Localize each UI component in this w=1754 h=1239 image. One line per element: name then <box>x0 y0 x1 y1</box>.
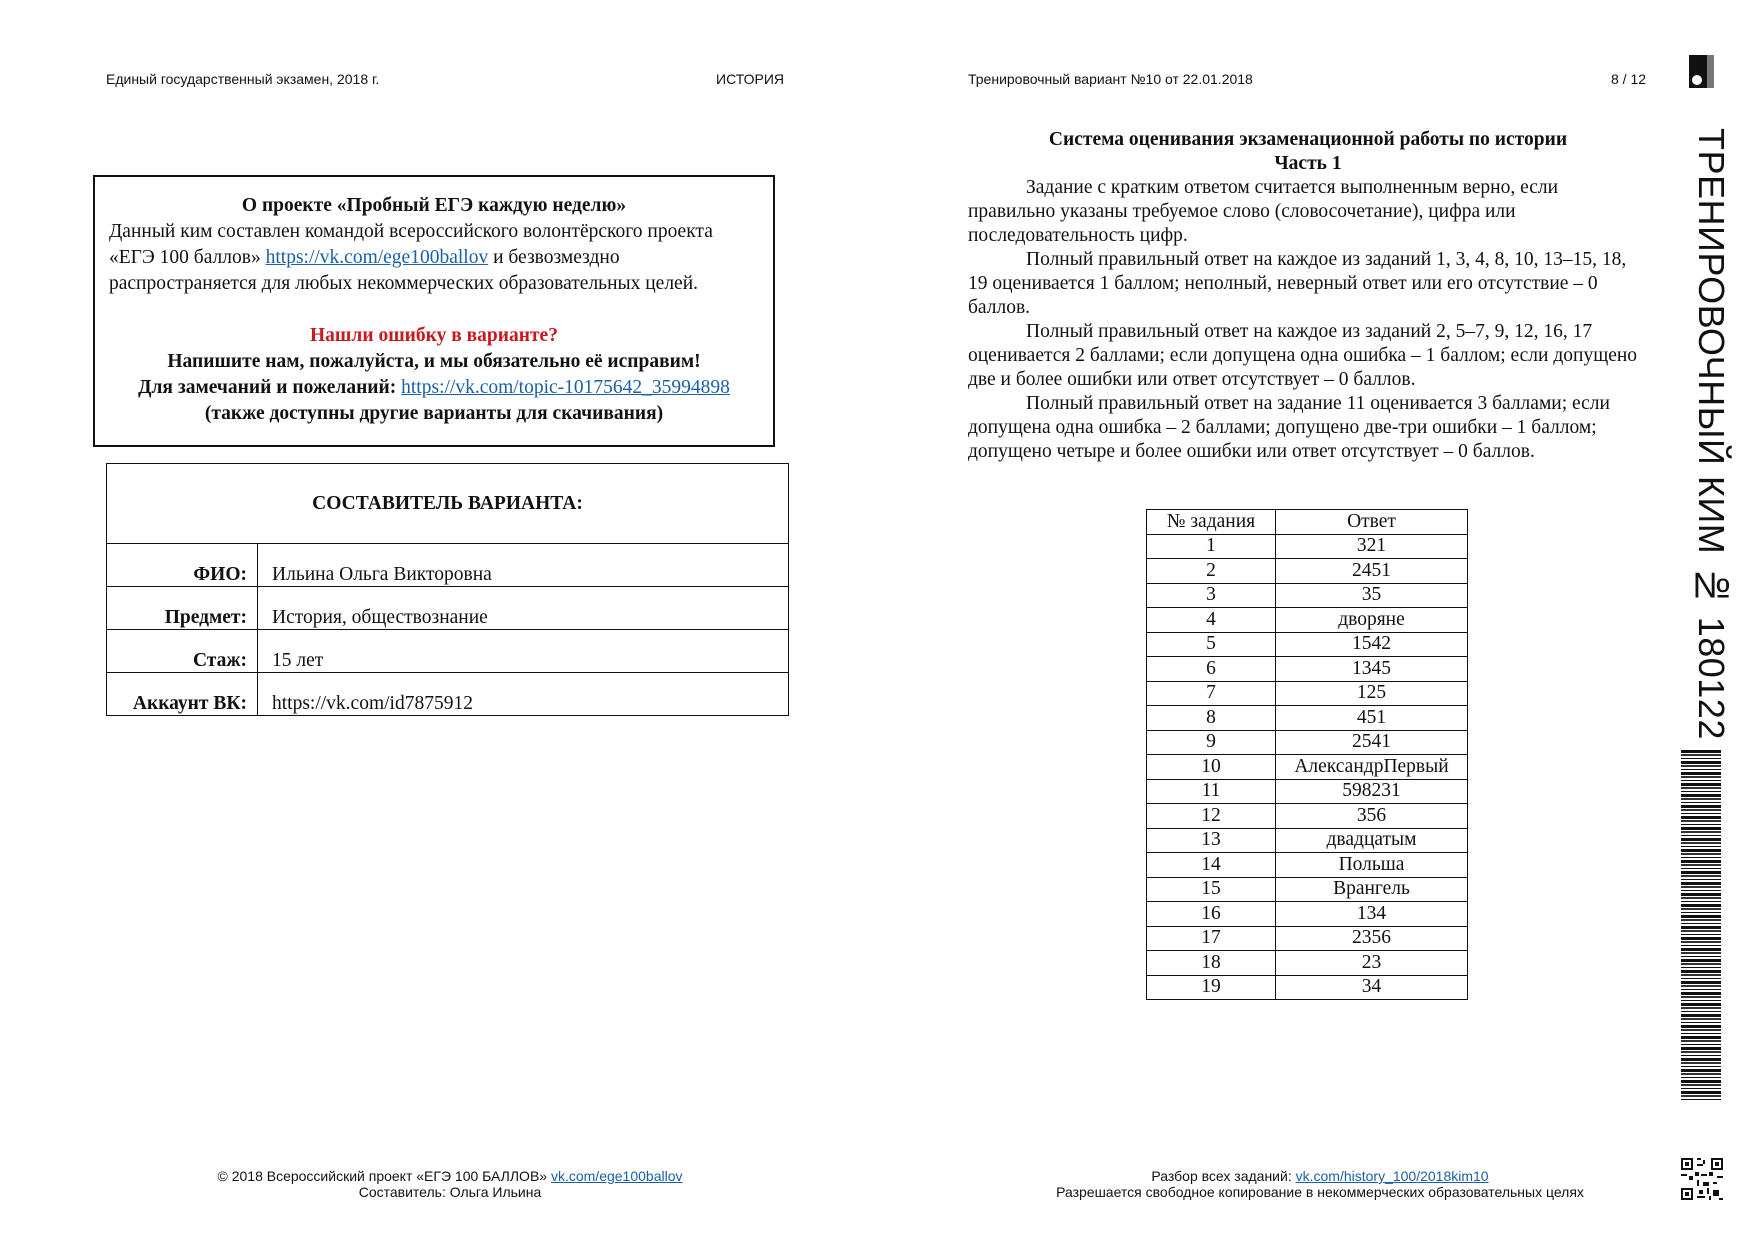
project-info-box <box>93 175 775 447</box>
table-row <box>1147 534 1468 559</box>
task-number-cell: 15 <box>1147 877 1276 902</box>
task-number-cell: 6 <box>1147 657 1276 682</box>
grading-title: Система оценивания экзаменационной работы по истории <box>1048 129 1568 150</box>
table-row <box>1147 583 1468 608</box>
task-number-cell: 3 <box>1147 583 1276 608</box>
author-value: Ильина Ольга Викторовна <box>258 544 789 587</box>
feedback-link[interactable]: https://vk.com/topic-10175642_35994898 <box>401 377 730 398</box>
author-table <box>106 463 789 716</box>
author-label: Аккаунт ВК: <box>107 673 258 716</box>
copyright-line <box>150 1168 750 1184</box>
corner-mark-icon <box>1689 55 1714 88</box>
task-number-cell: 2 <box>1147 559 1276 584</box>
table-row <box>1147 657 1468 682</box>
grading-paragraph: Задание с кратким ответом считается выполненным верно, если правильно указаны требуемое слово (словосочетание), цифра или последовательность цифр. <box>968 177 1559 246</box>
author-row-vk <box>107 673 789 716</box>
qr-code-icon <box>1679 1156 1725 1202</box>
task-number-cell: 9 <box>1147 730 1276 755</box>
answer-cell: Польша <box>1276 853 1468 878</box>
right-footer <box>1000 1168 1640 1200</box>
grading-section <box>968 128 1648 464</box>
answer-cell: 2451 <box>1276 559 1468 584</box>
analysis-link[interactable]: vk.com/history_100/2018kim10 <box>1295 1168 1489 1184</box>
task-number-cell: 5 <box>1147 632 1276 657</box>
answer-cell: 356 <box>1276 804 1468 829</box>
author-value: История, обществознание <box>258 587 789 630</box>
table-row <box>1147 975 1468 1000</box>
copy-permission-line: Разрешается свободное копирование в некоммерческих образовательных целях <box>1056 1184 1584 1200</box>
write-us-text: Напишите нам, пожалуйста, и мы обязательно её исправим! <box>167 351 701 372</box>
answer-cell: 321 <box>1276 534 1468 559</box>
project-vk-link[interactable]: https://vk.com/ege100ballov <box>265 247 489 268</box>
author-label: Стаж: <box>107 630 258 673</box>
answer-cell: 34 <box>1276 975 1468 1000</box>
subject-header: ИСТОРИЯ <box>716 71 785 87</box>
kim-number-label: ТРЕНИРОВОЧНЫЙ КИМ № 180122 <box>1691 128 1732 740</box>
task-number-cell: 12 <box>1147 804 1276 829</box>
grading-paragraph: Полный правильный ответ на каждое из заданий 2, 5–7, 9, 12, 16, 17 оценивается 2 баллами; если допущена одна ошибка – 1 баллом; если допущено две и более ошибки или ответ отсутствует – 0 баллов. <box>968 321 1638 390</box>
table-row <box>1147 853 1468 878</box>
compiler-line: Составитель: Ольга Ильина <box>358 1184 542 1200</box>
task-number-cell: 8 <box>1147 706 1276 731</box>
answer-cell: 1345 <box>1276 657 1468 682</box>
feedback-label: Для замечаний и пожеланий: <box>138 377 402 398</box>
task-number-cell: 10 <box>1147 755 1276 780</box>
grading-paragraph: Полный правильный ответ на каждое из заданий 1, 3, 4, 8, 10, 13–15, 18, 19 оценивается 1 баллом; неполный, неверный ответ или его отсутствие – 0 баллов. <box>968 249 1627 318</box>
author-table-heading: СОСТАВИТЕЛЬ ВАРИАНТА: <box>107 464 789 544</box>
task-number-cell: 11 <box>1147 779 1276 804</box>
project-free-text: и безвозмездно <box>488 247 620 268</box>
barcode-icon <box>1681 750 1721 1102</box>
part-title: Часть 1 <box>1274 153 1342 174</box>
footer-project-link[interactable]: vk.com/ege100ballov <box>550 1168 683 1184</box>
left-footer <box>150 1168 750 1200</box>
grading-paragraph: Полный правильный ответ на задание 11 оценивается 3 баллами; если допущена одна ошибка – 2 баллами; допущено две-три ошибки – 1 баллом; допущено четыре и более ошибки или ответ отсутствует – 0 баллов. <box>968 393 1610 462</box>
project-title: О проекте «Пробный ЕГЭ каждую неделю» <box>241 195 627 216</box>
column-header-task: № задания <box>1147 510 1276 535</box>
task-number-cell: 13 <box>1147 828 1276 853</box>
task-number-cell: 1 <box>1147 534 1276 559</box>
answer-cell: 2356 <box>1276 926 1468 951</box>
table-row <box>1147 828 1468 853</box>
table-row <box>1147 755 1468 780</box>
table-row <box>1147 779 1468 804</box>
answer-cell: 134 <box>1276 902 1468 927</box>
task-number-cell: 17 <box>1147 926 1276 951</box>
analysis-label: Разбор всех заданий: <box>1151 1168 1296 1184</box>
column-header-answer: Ответ <box>1276 510 1468 535</box>
answer-cell: 35 <box>1276 583 1468 608</box>
table-row <box>1147 706 1468 731</box>
answer-cell: 1542 <box>1276 632 1468 657</box>
task-number-cell: 7 <box>1147 681 1276 706</box>
variant-header: Тренировочный вариант №10 от 22.01.2018 <box>968 71 1253 87</box>
answers-table-body <box>1147 534 1468 1000</box>
project-description-line-3: распространяется для любых некоммерческих образовательных целей. <box>109 273 699 294</box>
error-heading: Нашли ошибку в варианте? <box>310 325 558 346</box>
author-row-name <box>107 544 789 587</box>
author-label: ФИО: <box>107 544 258 587</box>
table-row <box>1147 681 1468 706</box>
answer-cell: Врангель <box>1276 877 1468 902</box>
table-row <box>1147 926 1468 951</box>
table-row <box>1147 559 1468 584</box>
table-row <box>1147 608 1468 633</box>
project-description-line-1: Данный ким составлен командой всероссийского волонтёрского проекта <box>109 221 713 242</box>
author-row-subject <box>107 587 789 630</box>
answer-cell: 2541 <box>1276 730 1468 755</box>
author-value: https://vk.com/id7875912 <box>258 673 789 716</box>
table-row <box>1147 730 1468 755</box>
copyright-text: © 2018 Всероссийский проект «ЕГЭ 100 БАЛЛОВ» <box>217 1168 551 1184</box>
analysis-line <box>1000 1168 1640 1184</box>
answer-cell: АлександрПервый <box>1276 755 1468 780</box>
answer-cell: 598231 <box>1276 779 1468 804</box>
table-row <box>1147 804 1468 829</box>
task-number-cell: 4 <box>1147 608 1276 633</box>
task-number-cell: 18 <box>1147 951 1276 976</box>
table-row <box>1147 902 1468 927</box>
author-label: Предмет: <box>107 587 258 630</box>
project-name-text: «ЕГЭ 100 баллов» <box>109 247 266 268</box>
answer-cell: двадцатым <box>1276 828 1468 853</box>
exam-header: Единый государственный экзамен, 2018 г. <box>106 71 380 87</box>
task-number-cell: 19 <box>1147 975 1276 1000</box>
feedback-line <box>109 375 759 401</box>
task-number-cell: 16 <box>1147 902 1276 927</box>
author-row-experience <box>107 630 789 673</box>
answer-cell: 451 <box>1276 706 1468 731</box>
task-number-cell: 14 <box>1147 853 1276 878</box>
table-row <box>1147 951 1468 976</box>
project-description-line-2 <box>109 245 759 271</box>
answers-table <box>1146 509 1468 1000</box>
answer-cell: 125 <box>1276 681 1468 706</box>
page-number: 8 / 12 <box>1611 71 1647 87</box>
also-available-text: (также доступны другие варианты для скачивания) <box>204 403 664 424</box>
table-row <box>1147 877 1468 902</box>
answer-cell: 23 <box>1276 951 1468 976</box>
table-row <box>1147 632 1468 657</box>
author-value: 15 лет <box>258 630 789 673</box>
answer-cell: дворяне <box>1276 608 1468 633</box>
